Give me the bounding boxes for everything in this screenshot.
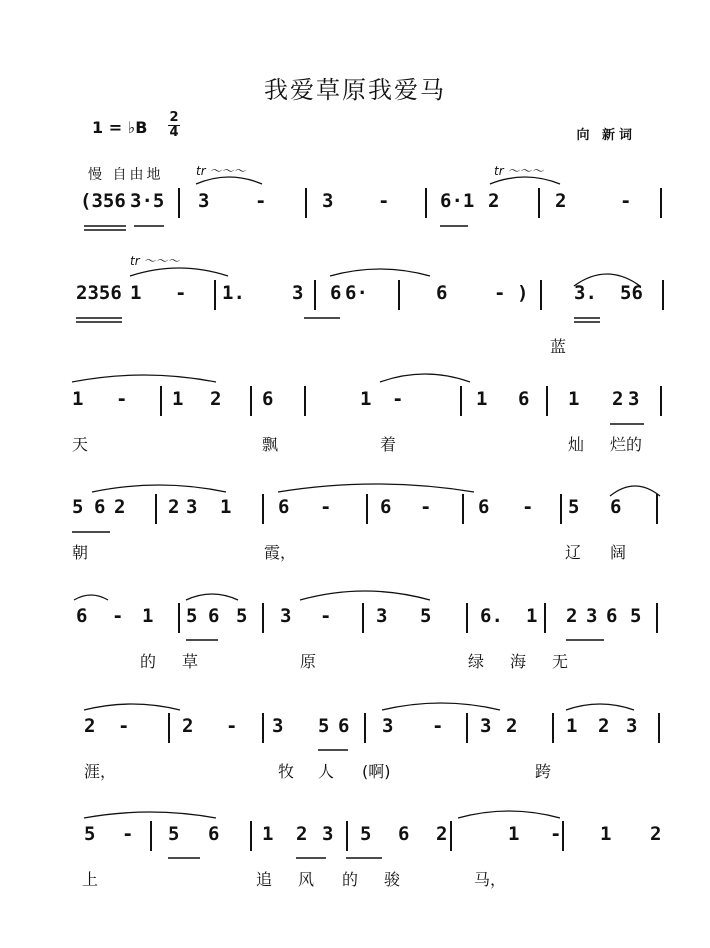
note: 2 xyxy=(555,190,567,212)
note: 2 xyxy=(506,715,518,737)
hold-dash: - xyxy=(116,388,128,410)
lyricist-credit: 向 新词 xyxy=(576,128,636,143)
note: 5 xyxy=(630,605,642,627)
lyric-word: 涯， xyxy=(84,762,117,781)
lyric-word: 的 xyxy=(140,652,157,671)
note: 1 xyxy=(508,823,520,845)
note: 3 xyxy=(322,823,334,845)
tempo-marking: 慢 自由地 xyxy=(88,167,164,183)
note: 5 xyxy=(186,605,198,627)
note: 6 xyxy=(76,605,88,627)
slur xyxy=(84,812,216,818)
note: 6 xyxy=(398,823,410,845)
note: 1 xyxy=(600,823,612,845)
note: 1. xyxy=(222,282,245,304)
hold-dash: - xyxy=(226,715,238,737)
note: 6 xyxy=(208,823,220,845)
note: (356 xyxy=(80,190,126,212)
note: 5 xyxy=(568,496,580,518)
note: 1 xyxy=(568,388,580,410)
note: 5 xyxy=(360,823,372,845)
note: 2 xyxy=(598,715,610,737)
hold-dash: - xyxy=(112,605,124,627)
hold-dash: - xyxy=(432,715,444,737)
lyric-word: 追 xyxy=(256,870,273,889)
note: 3·5 xyxy=(130,190,165,212)
slur xyxy=(74,595,108,600)
note: 5 xyxy=(72,496,84,518)
hold-dash: - xyxy=(320,605,332,627)
slur xyxy=(574,274,640,286)
lyric-word: 飘 xyxy=(262,435,279,454)
note: 3 xyxy=(186,496,198,518)
trill-mark: tr 〜〜〜 xyxy=(494,164,544,178)
note: 3 xyxy=(292,282,304,304)
hold-dash: - xyxy=(522,496,534,518)
lyric-word: 灿 xyxy=(568,435,585,454)
lyric-word: 上 xyxy=(82,870,99,889)
lyric-word: 霞， xyxy=(264,543,297,562)
note: 3 xyxy=(280,605,292,627)
note: 1 xyxy=(220,496,232,518)
hold-dash: - xyxy=(122,823,134,845)
time-signature-top: 2 xyxy=(169,110,179,125)
trill-mark: tr 〜〜〜 xyxy=(130,254,180,268)
hold-dash: - xyxy=(175,282,187,304)
note: 1 xyxy=(130,282,142,304)
lyric-word: 原 xyxy=(300,652,317,671)
note: 2 xyxy=(296,823,308,845)
lyric-word: 海 xyxy=(510,652,527,671)
note: 2356 xyxy=(76,282,122,304)
note: 1 xyxy=(172,388,184,410)
note: 3 xyxy=(626,715,638,737)
note: 1 xyxy=(476,388,488,410)
slur xyxy=(458,811,560,818)
note: 6 xyxy=(436,282,448,304)
note: 56 xyxy=(620,282,643,304)
note: 1 xyxy=(262,823,274,845)
slur xyxy=(84,704,180,710)
slur xyxy=(300,591,430,600)
lyric-word: 跨 xyxy=(535,762,552,781)
lyric-word: 草 xyxy=(182,652,199,671)
note: 6 xyxy=(610,496,622,518)
time-signature-bottom: 4 xyxy=(169,125,179,140)
note: 2 xyxy=(168,496,180,518)
lyric-word: 马， xyxy=(474,870,507,889)
lyric-word: (啊) xyxy=(362,762,391,781)
note: 3 xyxy=(272,715,284,737)
hold-dash: - xyxy=(550,823,562,845)
slur xyxy=(330,269,430,276)
hold-dash: - xyxy=(255,190,267,212)
note: 3 xyxy=(628,388,640,410)
note: 2 xyxy=(488,190,500,212)
note: 6 xyxy=(94,496,106,518)
note: 3. xyxy=(574,282,597,304)
note: 1 xyxy=(142,605,154,627)
note: 6 xyxy=(278,496,290,518)
trill-mark: tr 〜〜〜 xyxy=(196,164,246,178)
note: 6 xyxy=(208,605,220,627)
slur xyxy=(278,484,474,492)
note: 5 xyxy=(168,823,180,845)
lyric-word: 天 xyxy=(72,435,89,454)
slur xyxy=(610,486,660,496)
hold-dash: - xyxy=(494,282,506,304)
note: 6·1 xyxy=(440,190,475,212)
note: 5 xyxy=(236,605,248,627)
slur xyxy=(92,485,226,492)
note: 2 xyxy=(182,715,194,737)
lyric-word: 蓝 xyxy=(550,337,567,356)
note: 2 xyxy=(114,496,126,518)
slur xyxy=(72,375,216,382)
hold-dash: - xyxy=(420,496,432,518)
note: 2 xyxy=(436,823,448,845)
note: 2 xyxy=(612,388,624,410)
lyric-word: 朝 xyxy=(72,543,89,562)
note: 6 xyxy=(262,388,274,410)
note: 1 xyxy=(566,715,578,737)
slur xyxy=(130,268,228,276)
note: 6 xyxy=(338,715,350,737)
note: 2 xyxy=(566,605,578,627)
note: 6 xyxy=(330,282,342,304)
note: 3 xyxy=(376,605,388,627)
note: 6 xyxy=(478,496,490,518)
slur xyxy=(186,594,238,600)
note: 5 xyxy=(84,823,96,845)
note: 3 xyxy=(480,715,492,737)
lyric-word: 着 xyxy=(380,435,397,454)
hold-dash: - xyxy=(320,496,332,518)
lyric-word: 的 xyxy=(342,870,359,889)
note: 3 xyxy=(586,605,598,627)
song-title: 我爱草原我爱马 xyxy=(264,76,446,104)
lyric-word: 阔 xyxy=(610,543,627,562)
note: 6 xyxy=(606,605,618,627)
lyric-word: 牧 xyxy=(278,762,295,781)
note: 6 xyxy=(380,496,392,518)
note: 5 xyxy=(420,605,432,627)
hold-dash: - xyxy=(620,190,632,212)
lyric-word: 风 xyxy=(298,870,315,889)
hold-dash: - xyxy=(392,388,404,410)
lyric-word: 烂的 xyxy=(610,435,643,454)
hold-dash: - xyxy=(378,190,390,212)
lyric-word: 无 xyxy=(552,652,569,671)
note: ) xyxy=(517,282,529,304)
note: 2 xyxy=(210,388,222,410)
note: 3 xyxy=(198,190,210,212)
note: 2 xyxy=(84,715,96,737)
note: 2 xyxy=(650,823,662,845)
note: 3 xyxy=(382,715,394,737)
note: 1 xyxy=(526,605,538,627)
note: 6 xyxy=(518,388,530,410)
lyric-word: 绿 xyxy=(468,652,485,671)
note: 1 xyxy=(360,388,372,410)
note: 6. xyxy=(480,605,503,627)
slur xyxy=(382,703,500,710)
note: 1 xyxy=(72,388,84,410)
hold-dash: - xyxy=(118,715,130,737)
lyric-word: 辽 xyxy=(565,543,582,562)
lyric-word: 骏 xyxy=(384,870,401,889)
slur xyxy=(380,374,470,382)
note: 5 xyxy=(318,715,330,737)
note: 6· xyxy=(345,282,368,304)
key-signature: 1 = ♭B xyxy=(92,118,148,137)
slur xyxy=(566,704,634,710)
note: 3 xyxy=(322,190,334,212)
lyric-word: 人 xyxy=(318,762,335,781)
